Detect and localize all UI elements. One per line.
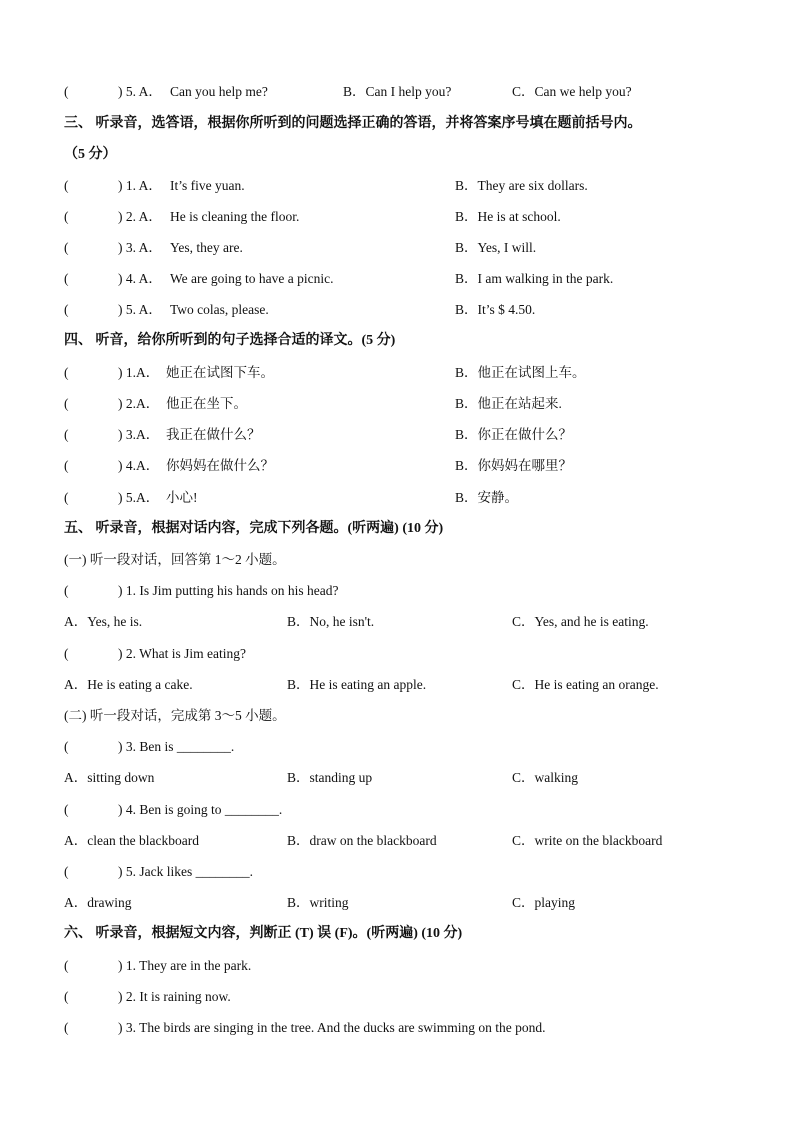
option-a: We are going to have a picnic. (170, 271, 334, 286)
option-b: B．Yes, I will. (455, 240, 537, 255)
question-number: ) 1. A． (118, 178, 162, 193)
answer-paren: ( (64, 739, 69, 754)
question-text: ) 2. What is Jim eating? (118, 646, 246, 661)
option-a: A．clean the blackboard (64, 833, 199, 848)
answer-paren: ( (64, 84, 69, 99)
question-number: ) 5. A． (118, 302, 162, 317)
option-c: C．He is eating an orange. (512, 677, 659, 692)
answer-paren: ( (64, 958, 69, 973)
option-a: It’s five yuan. (170, 178, 245, 193)
question-number: ) 2.A． (118, 396, 160, 411)
section-5-title: 五、 听录音，根据对话内容，完成下列各题。(听两遍) (10 分) (64, 521, 444, 536)
option-a: A．sitting down (64, 770, 155, 785)
option-c: C．Can we help you? (512, 84, 632, 99)
statement-text: ) 3. The birds are singing in the tree. And the ducks are swimming on the pond. (118, 1020, 546, 1035)
question-text: ) 5. Jack likes ________. (118, 864, 253, 879)
answer-paren: ( (64, 209, 69, 224)
question-text: ) 4. Ben is going to ________. (118, 802, 283, 817)
answer-paren: ( (64, 583, 69, 598)
option-a: 我正在做什么？ (166, 427, 261, 442)
option-a: A．Yes, he is. (64, 614, 143, 629)
question-number: ) 5. A． (118, 84, 162, 99)
statement-text: ) 1. They are in the park. (118, 958, 252, 973)
answer-paren: ( (64, 1020, 69, 1035)
section-6-title: 六、 听录音，根据短文内容，判断正 (T) 误 (F)。(听两遍) (10 分) (64, 926, 463, 941)
answer-paren: ( (64, 646, 69, 661)
option-b: B．He is eating an apple. (287, 677, 427, 692)
question-text: ) 3. Ben is ________. (118, 739, 235, 754)
option-a: A．He is eating a cake. (64, 677, 193, 692)
option-b: B．It’s $ 4.50. (455, 302, 536, 317)
section-3-title: 三、 听录音，选答语，根据你所听到的问题选择正确的答语，并将答案序号填在题前括号内。 (64, 116, 642, 131)
option-b: B．Can I help you? (343, 84, 452, 99)
option-b: B．安静。 (455, 490, 519, 505)
option-a: Yes, they are. (170, 240, 243, 255)
option-c: C．write on the blackboard (512, 833, 663, 848)
option-c: C．playing (512, 895, 575, 910)
question-number: ) 3.A． (118, 427, 160, 442)
option-b: B．你正在做什么？ (455, 427, 573, 442)
option-b: B．He is at school. (455, 209, 561, 224)
answer-paren: ( (64, 302, 69, 317)
section-4-title: 四、 听音，给你所听到的句子选择合适的译文。(5 分) (64, 333, 396, 348)
option-a: A．drawing (64, 895, 132, 910)
section-3-score: （5 分） (64, 147, 117, 162)
option-a: 你妈妈在做什么？ (166, 458, 274, 473)
option-b: B．I am walking in the park. (455, 271, 614, 286)
option-b: B．No, he isn't. (287, 614, 375, 629)
question-number: ) 4. A． (118, 271, 162, 286)
answer-paren: ( (64, 490, 69, 505)
answer-paren: ( (64, 864, 69, 879)
statement-text: ) 2. It is raining now. (118, 989, 231, 1004)
option-a: Two colas, please. (170, 302, 269, 317)
answer-paren: ( (64, 271, 69, 286)
option-b: B．你妈妈在哪里？ (455, 458, 573, 473)
part-2-heading: (二) 听一段对话，完成第 3～5 小题。 (64, 708, 286, 723)
option-b: B．他正在站起来. (455, 396, 562, 411)
option-a: 他正在坐下。 (166, 396, 247, 411)
question-number: ) 4.A． (118, 458, 160, 473)
option-b: B．standing up (287, 770, 373, 785)
answer-paren: ( (64, 240, 69, 255)
option-b: B．They are six dollars. (455, 178, 588, 193)
answer-paren: ( (64, 427, 69, 442)
question-number: ) 1.A． (118, 365, 160, 380)
question-number: ) 2. A． (118, 209, 162, 224)
answer-paren: ( (64, 396, 69, 411)
question-number: ) 5.A． (118, 490, 160, 505)
option-b: B．writing (287, 895, 349, 910)
answer-paren: ( (64, 458, 69, 473)
part-1-heading: (一) 听一段对话，回答第 1～2 小题。 (64, 552, 286, 567)
question-number: ) 3. A． (118, 240, 162, 255)
answer-paren: ( (64, 178, 69, 193)
option-b: B．他正在试图上车。 (455, 365, 586, 380)
answer-paren: ( (64, 802, 69, 817)
option-a: He is cleaning the floor. (170, 209, 300, 224)
answer-paren: ( (64, 365, 69, 380)
option-b: B．draw on the blackboard (287, 833, 437, 848)
option-c: C．walking (512, 770, 578, 785)
option-a: 小心! (166, 490, 198, 505)
question-text: ) 1. Is Jim putting his hands on his head? (118, 583, 339, 598)
option-a: Can you help me? (170, 84, 268, 99)
option-a: 她正在试图下车。 (166, 365, 274, 380)
option-c: C．Yes, and he is eating. (512, 614, 649, 629)
answer-paren: ( (64, 989, 69, 1004)
